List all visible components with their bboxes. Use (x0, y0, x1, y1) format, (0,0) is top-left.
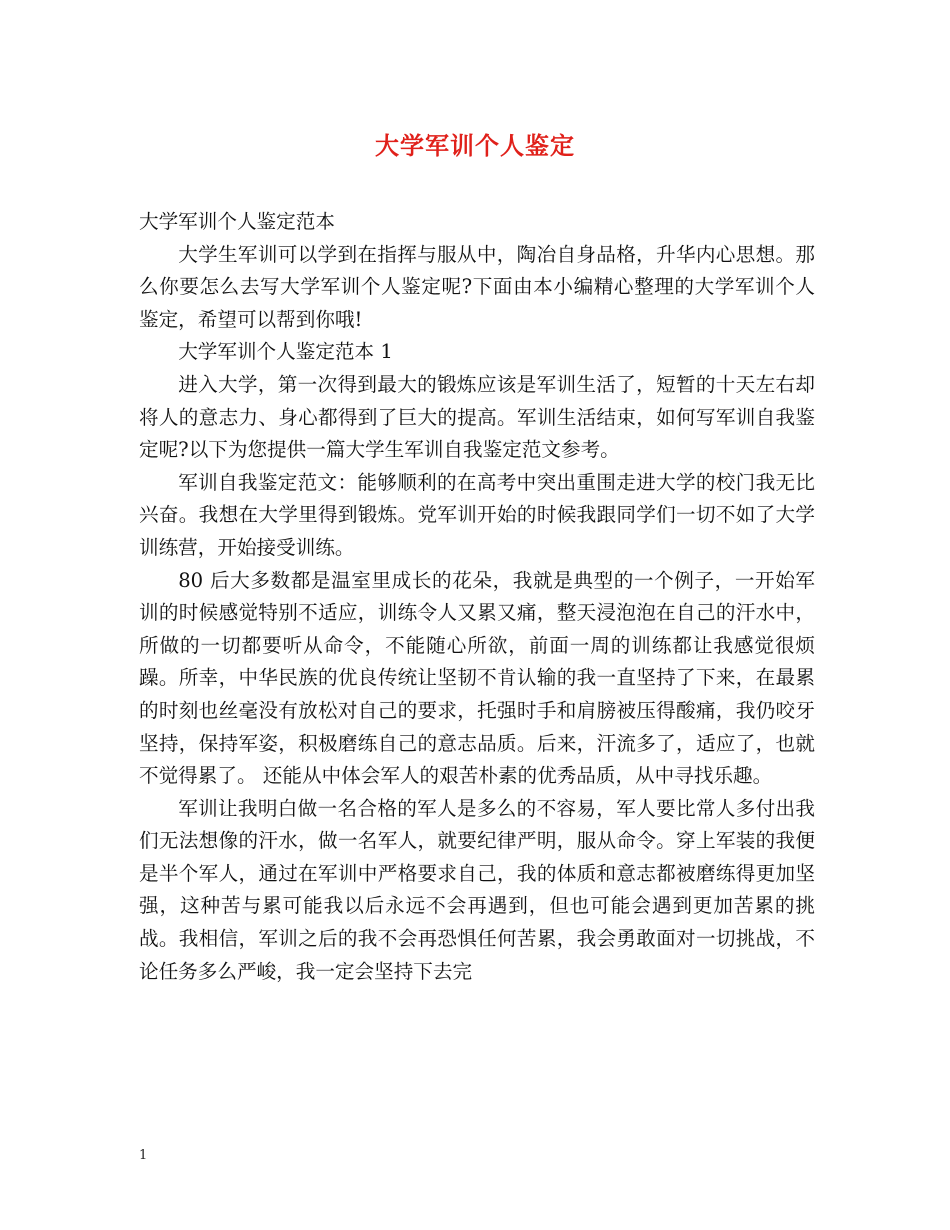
document-body (139, 206, 815, 988)
body-paragraph: 军训自我鉴定范文：能够顺利的在高考中突出重围走进大学的校门我无比兴奋。我想在大学里得到锻炼。党军训开始的时候我跟同学们一切不如了大学训练营，开始接受训练。 (139, 470, 815, 559)
body-paragraph: 进入大学，第一次得到最大的锻炼应该是军训生活了，短暂的十天左右却将人的意志力、身心都得到了巨大的提高。军训生活结束，如何写军训自我鉴定呢?以下为您提供一篇大学生军训自我鉴定范文参考。 (139, 372, 815, 462)
body-paragraph: 80 后大多数都是温室里成长的花朵，我就是典型的一个例子，一开始军训的时候感觉特别不适应，训练令人又累又痛，整天浸泡泡在自己的汗水中，所做的一切都要听从命令，不能随心所欲，前面一周的训练都让我感觉很烦躁。所幸，中华民族的优良传统让坚韧不肯认输的我一直坚持了下来，在最累的时刻也丝毫没有放松对自己的要求，托强时手和肩膀被压得酸痛，我仍咬牙坚持，保持军姿，积极磨练自己的意志品质。后来，汗流多了，适应了，也就不觉得累了。 还能从中体会军人的艰苦朴素的优秀品质，从中寻找乐趣。 (139, 568, 815, 788)
intro-paragraph: 大学生军训可以学到在指挥与服从中，陶冶自身品格，升华内心思想。那么你要怎么去写大学军训个人鉴定呢?下面由本小编精心整理的大学军训个人鉴定，希望可以帮到你哦! (139, 242, 815, 331)
document-title: 大学军训个人鉴定 (375, 131, 575, 160)
subtitle-paragraph: 大学军训个人鉴定范本 (139, 210, 335, 233)
page-number: 1 (139, 1148, 148, 1163)
body-paragraph: 军训让我明白做一名合格的军人是多么的不容易，军人要比常人多付出我们无法想像的汗水，做一名军人，就要纪律严明，服从命令。穿上军装的我便是半个军人，通过在军训中严格要求自己，我的体质和意志都被磨练得更加坚强，这种苦与累可能我以后永远不会再遇到，但也可能会遇到更加苦累的挑战。我相信，军训之后的我不会再恐惧任何苦累，我会勇敢面对一切挑战，不论任务多么严峻，我一定会坚持下去完 (139, 796, 815, 983)
section-heading: 大学军训个人鉴定范本 1 (178, 340, 393, 364)
